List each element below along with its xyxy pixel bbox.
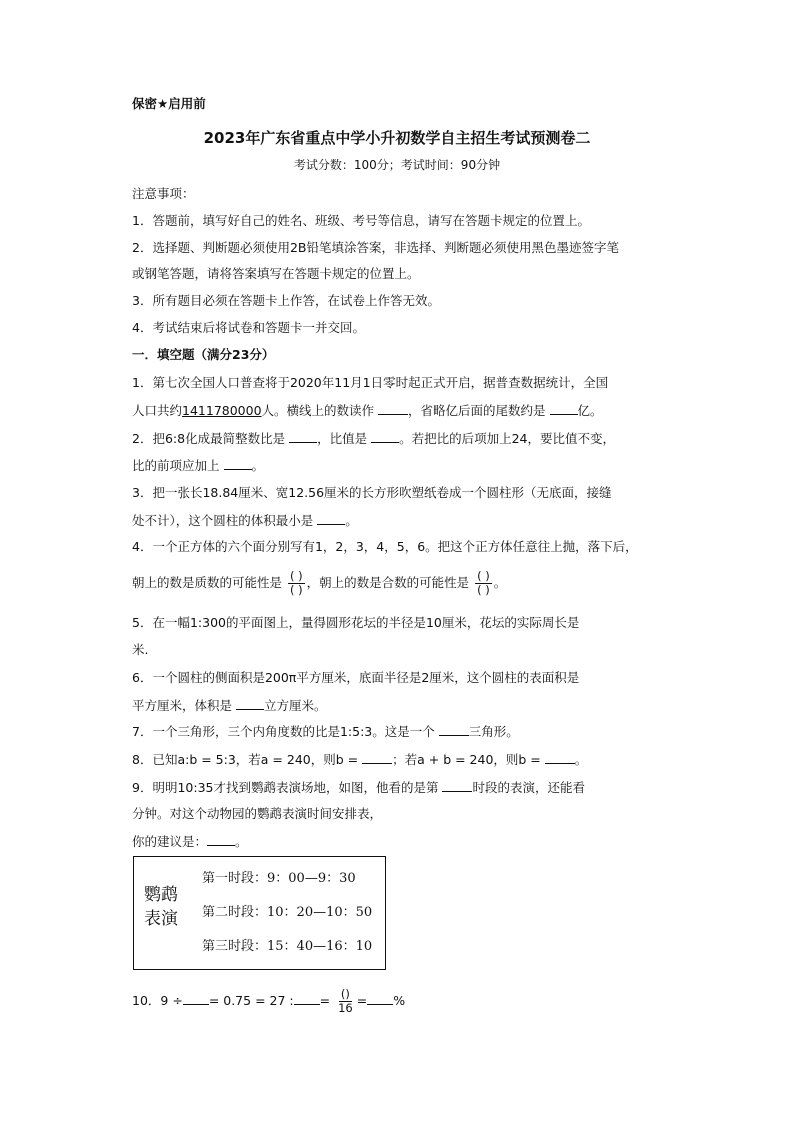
q6-blank-1[interactable] bbox=[236, 697, 264, 710]
section-heading: 一．填空题（满分23分） bbox=[132, 347, 275, 362]
q1-text-b: 人。横线上的数读作 bbox=[261, 403, 375, 418]
q10-fraction bbox=[336, 988, 355, 1015]
q10-text-c: = bbox=[319, 993, 331, 1008]
schedule-row-1: 第一时段：9：00—9：30 bbox=[202, 871, 356, 886]
q4-line2 bbox=[132, 568, 506, 598]
q8-text-b: ；若a + b = 240，则b = bbox=[392, 752, 541, 767]
q4-line1: 4．一个正方体的六个面分别写有1，2，3，4，5，6。把这个正方体任意往上抛，落下后， bbox=[132, 539, 638, 554]
q10-text-e: % bbox=[393, 993, 406, 1008]
q4-fraction-2-num[interactable]: ( ) bbox=[477, 569, 490, 583]
note-3: 3．所有题目必须在答题卡上作答，在试卷上作答无效。 bbox=[132, 293, 440, 308]
q5-line2: 米. bbox=[132, 642, 149, 657]
q9-blank-2[interactable] bbox=[207, 833, 235, 846]
exam-info: 考试分数：100分；考试时间：90分钟 bbox=[293, 158, 501, 172]
q9-line3 bbox=[132, 833, 248, 850]
q7-line bbox=[132, 723, 519, 740]
q3-text-b: 。 bbox=[345, 513, 358, 528]
q8-line bbox=[132, 751, 587, 768]
q2-text-a: 2．把6:8化成最简整数比是 bbox=[132, 431, 286, 446]
q1-text-d: 亿。 bbox=[577, 403, 603, 418]
q1-line2 bbox=[132, 402, 603, 419]
q1-blank-1[interactable] bbox=[378, 402, 408, 415]
q1-blank-2[interactable] bbox=[550, 402, 578, 415]
schedule-label: 鹦鹉表演 bbox=[144, 885, 178, 929]
q10-line bbox=[132, 986, 405, 1016]
q10-blank-2[interactable] bbox=[294, 992, 320, 1005]
q8-text-c: 。 bbox=[574, 752, 588, 767]
q2-blank-2[interactable] bbox=[371, 430, 399, 443]
q4-fraction-1-den[interactable]: ( ) bbox=[290, 583, 303, 597]
q2-line2 bbox=[132, 457, 264, 474]
q4-text-b: ，朝上的数是合数的可能性是 bbox=[306, 575, 470, 590]
note-4: 4．考试结束后将试卷和答题卡一并交回。 bbox=[132, 320, 365, 335]
q1-text-a: 人口共约 bbox=[132, 403, 183, 418]
note-1: 1．答题前，填写好自己的姓名、班级、考号等信息，请写在答题卡规定的位置上。 bbox=[132, 213, 590, 228]
q10-blank-1[interactable] bbox=[183, 992, 209, 1005]
q9-blank-1[interactable] bbox=[442, 779, 472, 792]
q3-line1: 3．把一张长18.84厘米、宽12.56厘米的长方形吹塑纸卷成一个圆柱形（无底面，接缝 bbox=[132, 485, 612, 500]
q4-text-c: 。 bbox=[493, 575, 507, 590]
q2-blank-1[interactable] bbox=[289, 430, 317, 443]
q2-text-c: 。若把比的后项加上24，要比值不变， bbox=[399, 431, 615, 446]
q6-text-a: 平方厘米，体积是 bbox=[132, 698, 233, 713]
q9-line1 bbox=[132, 779, 585, 796]
q3-blank-1[interactable] bbox=[317, 512, 345, 525]
q5-line1: 5．在一幅1:300的平面图上，量得圆形花坛的半径是10厘米，花坛的实际周长是 bbox=[132, 615, 580, 630]
q2-line1 bbox=[132, 430, 615, 447]
parrot-show-schedule bbox=[133, 856, 386, 970]
q3-text-a: 处不计），这个圆柱的体积最小是 bbox=[132, 513, 314, 528]
q6-text-b: 立方厘米。 bbox=[264, 698, 327, 713]
page-title: 2023年广东省重点中学小升初数学自主招生考试预测卷二 bbox=[203, 129, 591, 147]
q2-text-d: 比的前项应加上 bbox=[132, 458, 220, 473]
q8-blank-2[interactable] bbox=[545, 751, 575, 764]
q7-blank-1[interactable] bbox=[439, 723, 469, 736]
q1-number: 1411780000 bbox=[182, 403, 262, 418]
q7-text-b: 三角形。 bbox=[468, 724, 519, 739]
q1-text-c: ，省略亿后面的尾数约是 bbox=[408, 403, 546, 418]
q4-text-a: 朝上的数是质数的可能性是 bbox=[132, 575, 283, 590]
q7-text-a: 7．一个三角形，三个内角度数的比是1:5:3。这是一个 bbox=[132, 724, 435, 739]
q1-line1: 1．第七次全国人口普查将于2020年11月1日零时起正式开启，据普查数据统计，全国 bbox=[132, 375, 609, 390]
q2-blank-3[interactable] bbox=[224, 457, 252, 470]
secret-mark: 保密★启用前 bbox=[132, 96, 206, 111]
q10-text-b: = 0.75 = 27 : bbox=[208, 993, 294, 1008]
q10-text-a: 10．9 ÷ bbox=[132, 993, 183, 1008]
q4-fraction-1 bbox=[288, 570, 305, 597]
note-2-line1: 2．选择题、判断题必须使用2B铅笔填涂答案，非选择、判断题必须使用黑色墨迹签字笔 bbox=[132, 240, 619, 255]
q9-text-b: 时段的表演，还能看 bbox=[472, 780, 585, 795]
q9-text-c: 你的建议是： bbox=[132, 834, 208, 849]
q10-blank-3[interactable] bbox=[367, 992, 393, 1005]
q4-fraction-2-den[interactable]: ( ) bbox=[477, 583, 490, 597]
q6-line1: 6．一个圆柱的侧面积是200π平方厘米，底面半径是2厘米，这个圆柱的表面积是 bbox=[132, 670, 580, 685]
q8-blank-1[interactable] bbox=[362, 751, 392, 764]
q10-fraction-num[interactable]: () bbox=[340, 987, 350, 1001]
q8-text-a: 8．已知a:b = 5:3，若a = 240，则b = bbox=[132, 752, 359, 767]
note-2-line2: 或钢笔答题，请将答案填写在答题卡规定的位置上。 bbox=[132, 266, 420, 281]
q9-text-d: 。 bbox=[235, 834, 248, 849]
q4-fraction-1-num[interactable]: ( ) bbox=[290, 569, 303, 583]
q6-line2 bbox=[132, 697, 327, 714]
q9-text-a: 9．明明10:35才找到鹦鹉表演场地，如图，他看的是第 bbox=[132, 780, 439, 795]
q2-text-b: ，比值是 bbox=[317, 431, 368, 446]
q10-text-d: = bbox=[356, 993, 368, 1008]
q10-fraction-den: 16 bbox=[338, 1001, 353, 1015]
schedule-row-3: 第三时段：15：40—16：10 bbox=[202, 939, 373, 954]
q4-fraction-2 bbox=[475, 570, 492, 597]
q2-text-e: 。 bbox=[251, 458, 265, 473]
q9-line2: 分钟。对这个动物园的鹦鹉表演时间安排表， bbox=[132, 806, 383, 821]
q3-line2 bbox=[132, 512, 358, 529]
schedule-row-2: 第二时段：10：20—10：50 bbox=[202, 905, 373, 920]
notes-heading: 注意事项： bbox=[132, 186, 195, 201]
